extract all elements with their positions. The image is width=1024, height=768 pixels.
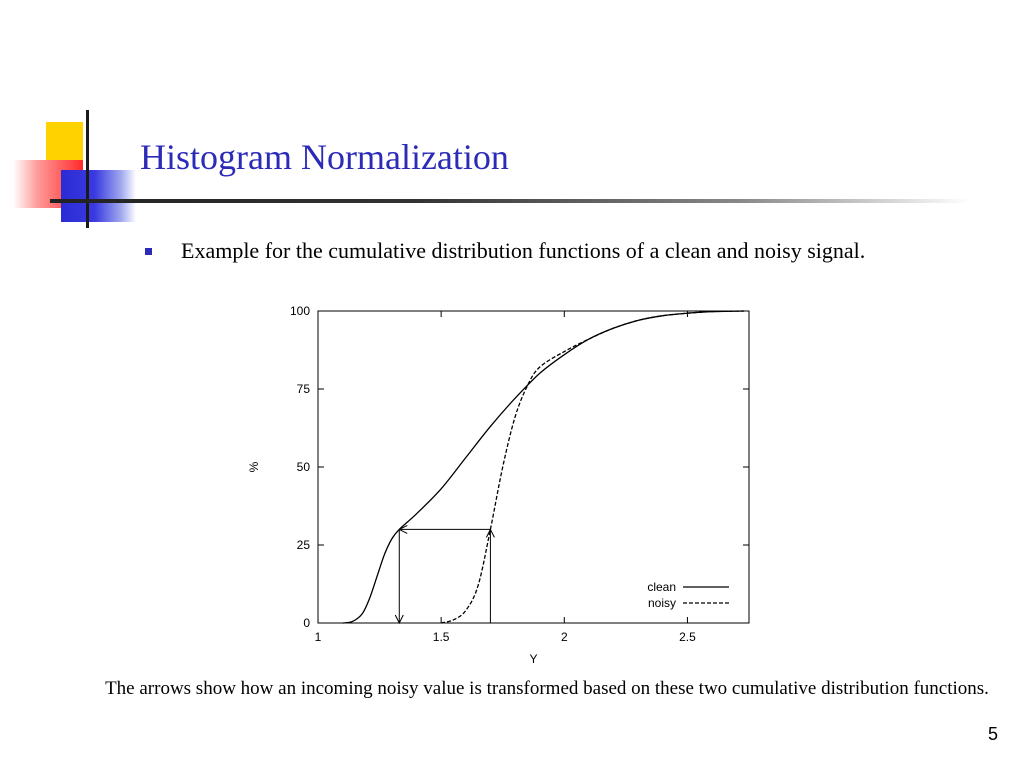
page-number: 5 (987, 724, 998, 744)
series-group (343, 311, 744, 623)
legend (647, 580, 729, 610)
y-tick-label: 75 (296, 382, 310, 396)
title-underline (50, 199, 970, 203)
y-tick-label: 25 (296, 538, 310, 552)
series-line-clean (343, 311, 744, 623)
annotation-arrows (399, 529, 490, 623)
plot-frame (318, 311, 749, 623)
decorative-blue-square (61, 170, 136, 222)
x-tick-label: 1 (314, 630, 322, 644)
x-axis-label: Y (529, 652, 538, 666)
legend-label-noisy: noisy (647, 596, 676, 610)
y-axis (290, 304, 749, 630)
decorative-yellow-square (46, 122, 83, 162)
bullet-text: Example for the cumulative distribution functions of a clean and noisy signal. (181, 238, 866, 263)
slide-title: Histogram Normalization (140, 137, 509, 177)
series-line-noisy (441, 311, 744, 623)
x-tick-label: 2 (560, 630, 568, 644)
y-tick-label: 50 (296, 460, 310, 474)
caption: The arrows show how an incoming noisy value is transformed based on these two cumulative distribution functions. (105, 678, 989, 699)
decorative-vertical-line (86, 110, 89, 228)
legend-label-clean: clean (647, 580, 676, 594)
bullet-square-icon (145, 248, 152, 255)
x-tick-label: 1.5 (432, 630, 450, 644)
cdf-chart (230, 298, 770, 678)
y-tick-label: 0 (303, 616, 310, 630)
y-tick-label: 100 (289, 304, 310, 318)
x-tick-label: 2.5 (679, 630, 696, 644)
y-axis-label: % (247, 461, 261, 473)
